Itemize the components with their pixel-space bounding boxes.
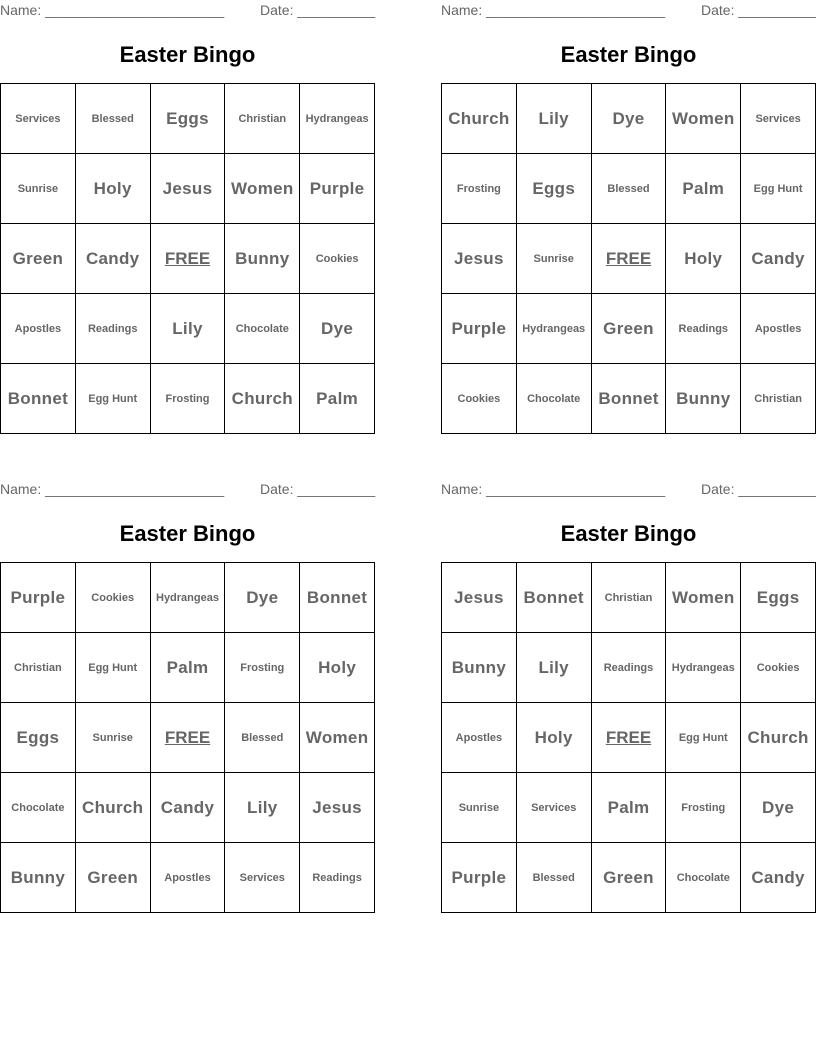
bingo-cell: Cookies — [300, 224, 375, 294]
bingo-grid — [0, 562, 375, 913]
bingo-cell: Frosting — [151, 364, 226, 434]
bingo-cell: Egg Hunt — [76, 633, 151, 703]
free-space-cell: FREE — [592, 703, 667, 773]
bingo-cell: Church — [76, 773, 151, 843]
bingo-cell: Readings — [666, 294, 741, 364]
bingo-cell: Chocolate — [1, 773, 76, 843]
bingo-cell: Women — [300, 703, 375, 773]
bingo-grid — [441, 562, 816, 913]
bingo-cell: Bonnet — [517, 563, 592, 633]
bingo-cell: Hydrangeas — [151, 563, 226, 633]
bingo-cell: Christian — [592, 563, 667, 633]
bingo-cell: Services — [517, 773, 592, 843]
bingo-cell: Lily — [517, 633, 592, 703]
bingo-cell: Lily — [151, 294, 226, 364]
bingo-cell: Chocolate — [225, 294, 300, 364]
name-field-label: Name: _______________________ — [0, 2, 225, 18]
bingo-grid — [441, 83, 816, 434]
bingo-cell: Cookies — [76, 563, 151, 633]
bingo-cell: Candy — [741, 224, 816, 294]
bingo-cell: Services — [741, 84, 816, 154]
bingo-cell: Christian — [225, 84, 300, 154]
bingo-cell: Holy — [666, 224, 741, 294]
bingo-cell: Egg Hunt — [666, 703, 741, 773]
bingo-cell: Egg Hunt — [741, 154, 816, 224]
card-header — [0, 0, 375, 20]
bingo-cell: Dye — [592, 84, 667, 154]
bingo-cell: Hydrangeas — [666, 633, 741, 703]
bingo-cell: Bunny — [666, 364, 741, 434]
bingo-cell: Bunny — [1, 843, 76, 913]
bingo-cell: Green — [1, 224, 76, 294]
bingo-cell: Church — [225, 364, 300, 434]
bingo-cell: Blessed — [225, 703, 300, 773]
bingo-cell: Blessed — [76, 84, 151, 154]
bingo-cell: Egg Hunt — [76, 364, 151, 434]
card-title: Easter Bingo — [119, 42, 256, 67]
bingo-cell: Jesus — [442, 563, 517, 633]
bingo-cell: Dye — [741, 773, 816, 843]
bingo-cell: Green — [592, 294, 667, 364]
bingo-cell: Bonnet — [592, 364, 667, 434]
name-field-label: Name: _______________________ — [441, 2, 666, 18]
bingo-cell: Palm — [666, 154, 741, 224]
bingo-cell: Apostles — [1, 294, 76, 364]
bingo-cell: Palm — [151, 633, 226, 703]
bingo-cell: Candy — [741, 843, 816, 913]
bingo-cell: Christian — [741, 364, 816, 434]
bingo-cell: Candy — [76, 224, 151, 294]
bingo-cell: Eggs — [741, 563, 816, 633]
free-space-cell: FREE — [151, 703, 226, 773]
bingo-cell: Apostles — [151, 843, 226, 913]
bingo-cell: Bonnet — [1, 364, 76, 434]
bingo-cell: Green — [76, 843, 151, 913]
free-space-cell: FREE — [151, 224, 226, 294]
bingo-cell: Apostles — [442, 703, 517, 773]
bingo-cell: Sunrise — [76, 703, 151, 773]
bingo-cell: Eggs — [517, 154, 592, 224]
bingo-cell: Readings — [592, 633, 667, 703]
date-field-label: Date: __________ — [260, 481, 376, 497]
bingo-cell: Holy — [300, 633, 375, 703]
card-title: Easter Bingo — [560, 42, 697, 67]
bingo-cell: Bunny — [225, 224, 300, 294]
bingo-cell: Services — [1, 84, 76, 154]
bingo-cell: Lily — [225, 773, 300, 843]
bingo-cell: Cookies — [442, 364, 517, 434]
date-field-label: Date: __________ — [701, 2, 816, 18]
bingo-cell: Readings — [76, 294, 151, 364]
date-field-label: Date: __________ — [701, 481, 816, 497]
card-header — [441, 479, 816, 499]
bingo-cell: Sunrise — [517, 224, 592, 294]
bingo-cell: Women — [666, 563, 741, 633]
bingo-cell: Services — [225, 843, 300, 913]
bingo-cell: Holy — [76, 154, 151, 224]
bingo-cell: Sunrise — [1, 154, 76, 224]
bingo-cell: Candy — [151, 773, 226, 843]
bingo-cell: Palm — [592, 773, 667, 843]
bingo-cell: Hydrangeas — [517, 294, 592, 364]
bingo-cell: Bonnet — [300, 563, 375, 633]
bingo-cell: Chocolate — [517, 364, 592, 434]
bingo-cell: Dye — [225, 563, 300, 633]
bingo-cell: Bunny — [442, 633, 517, 703]
card-header — [441, 0, 816, 20]
bingo-cell: Jesus — [151, 154, 226, 224]
card-title: Easter Bingo — [560, 521, 697, 546]
bingo-cell: Green — [592, 843, 667, 913]
bingo-cell: Holy — [517, 703, 592, 773]
bingo-cell: Frosting — [442, 154, 517, 224]
bingo-cell: Purple — [442, 843, 517, 913]
date-field-label: Date: __________ — [260, 2, 376, 18]
bingo-cell: Church — [741, 703, 816, 773]
name-field-label: Name: _______________________ — [0, 481, 225, 497]
card-title: Easter Bingo — [119, 521, 256, 546]
bingo-cell: Jesus — [442, 224, 517, 294]
name-field-label: Name: _______________________ — [441, 481, 666, 497]
bingo-cell: Frosting — [666, 773, 741, 843]
bingo-grid — [0, 83, 375, 434]
bingo-cell: Blessed — [517, 843, 592, 913]
bingo-cell: Palm — [300, 364, 375, 434]
bingo-cell: Blessed — [592, 154, 667, 224]
free-space-cell: FREE — [592, 224, 667, 294]
bingo-cell: Jesus — [300, 773, 375, 843]
bingo-cell: Lily — [517, 84, 592, 154]
bingo-cell: Women — [666, 84, 741, 154]
bingo-cell: Readings — [300, 843, 375, 913]
bingo-cell: Women — [225, 154, 300, 224]
bingo-cell: Chocolate — [666, 843, 741, 913]
bingo-cell: Cookies — [741, 633, 816, 703]
bingo-cell: Christian — [1, 633, 76, 703]
bingo-cell: Apostles — [741, 294, 816, 364]
bingo-cell: Purple — [300, 154, 375, 224]
bingo-cell: Eggs — [1, 703, 76, 773]
bingo-cell: Purple — [1, 563, 76, 633]
bingo-cell: Frosting — [225, 633, 300, 703]
card-header — [0, 479, 375, 499]
bingo-cell: Dye — [300, 294, 375, 364]
bingo-cell: Eggs — [151, 84, 226, 154]
bingo-cell: Hydrangeas — [300, 84, 375, 154]
bingo-cell: Purple — [442, 294, 517, 364]
bingo-cell: Church — [442, 84, 517, 154]
bingo-cell: Sunrise — [442, 773, 517, 843]
